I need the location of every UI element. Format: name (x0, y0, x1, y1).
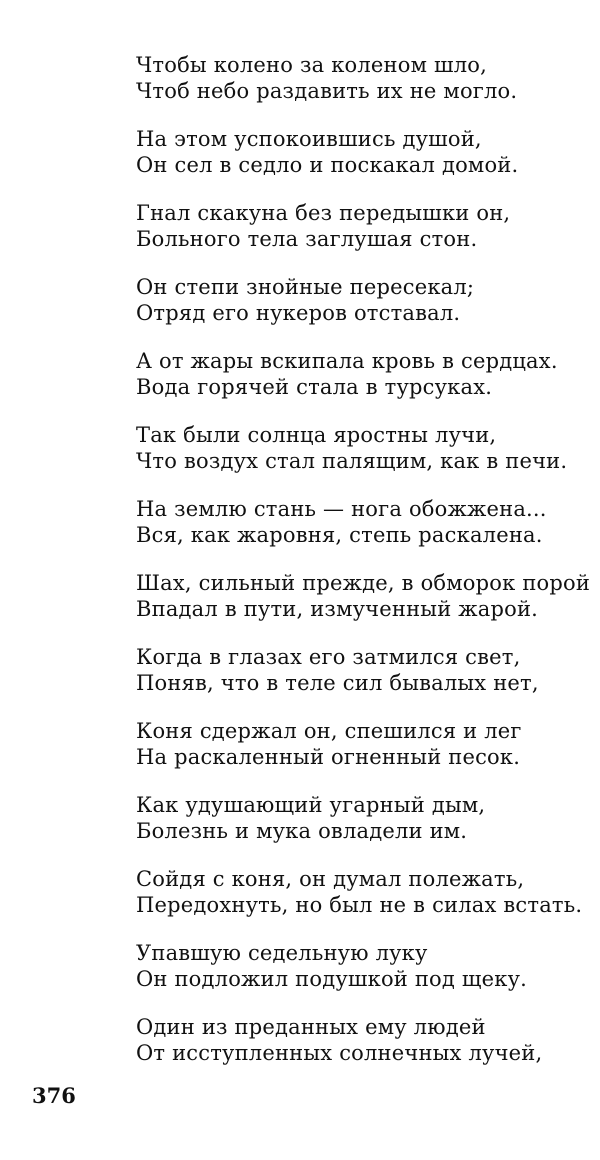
poem-line: От исступленных солнечных лучей, (136, 1041, 543, 1065)
poem-line: Вся, как жаровня, степь раскалена. (136, 523, 543, 547)
poem-text (136, 52, 591, 1088)
poem-line: На землю стань — нога обожжена... (136, 497, 547, 521)
poem-line: Передохнуть, но был не в силах встать. (136, 893, 583, 917)
poem-line: Чтоб небо раздавить их не могло. (136, 79, 518, 103)
poem-line: Он сел в седло и поскакал домой. (136, 153, 519, 177)
poem-line: Сойдя с коня, он думал полежать, (136, 867, 525, 891)
stanza (136, 1014, 586, 1066)
stanza (136, 52, 586, 104)
poem-line: Упавшую седельную луку (136, 941, 428, 965)
poem-line: Один из преданных ему людей (136, 1015, 486, 1039)
poem-line: На раскаленный огненный песок. (136, 745, 521, 769)
stanza (136, 792, 586, 844)
poem-line: Когда в глазах его затмился свет, (136, 645, 521, 669)
poem-line: Отряд его нукеров отставал. (136, 301, 461, 325)
poem-line: Поняв, что в теле сил бывалых нет, (136, 671, 539, 695)
stanza (136, 126, 586, 178)
stanza (136, 496, 586, 548)
poem-line: Он подложил подушкой под щеку. (136, 967, 528, 991)
poem-line: На этом успокоившись душой, (136, 127, 482, 151)
poem-line: Что воздух стал палящим, как в печи. (136, 449, 568, 473)
page-number: 376 (32, 1083, 76, 1108)
poem-line: Впадал в пути, измученный жарой. (136, 597, 539, 621)
stanza (136, 200, 586, 252)
stanza (136, 644, 586, 696)
stanza (136, 570, 591, 622)
poem-line: Шах, сильный прежде, в обморок порой (136, 571, 591, 595)
stanza (136, 866, 586, 918)
poem-line: Он степи знойные пересекал; (136, 275, 475, 299)
poem-line: Так были солнца яростны лучи, (136, 423, 497, 447)
poem-line: Чтобы колено за коленом шло, (136, 53, 487, 77)
stanza (136, 422, 586, 474)
poem-line: Коня сдержал он, спешился и лег (136, 719, 522, 743)
poem-line: Больного тела заглушая стон. (136, 227, 478, 251)
stanza (136, 940, 586, 992)
poem-line: Вода горячей стала в турсуках. (136, 375, 493, 399)
poem-line: А от жары вскипала кровь в сердцах. (136, 349, 558, 373)
poem-line: Как удушающий угарный дым, (136, 793, 486, 817)
stanza (136, 348, 586, 400)
stanza (136, 718, 586, 770)
poem-line: Болезнь и мука овладели им. (136, 819, 468, 843)
stanza (136, 274, 586, 326)
poem-line: Гнал скакуна без передышки он, (136, 201, 511, 225)
